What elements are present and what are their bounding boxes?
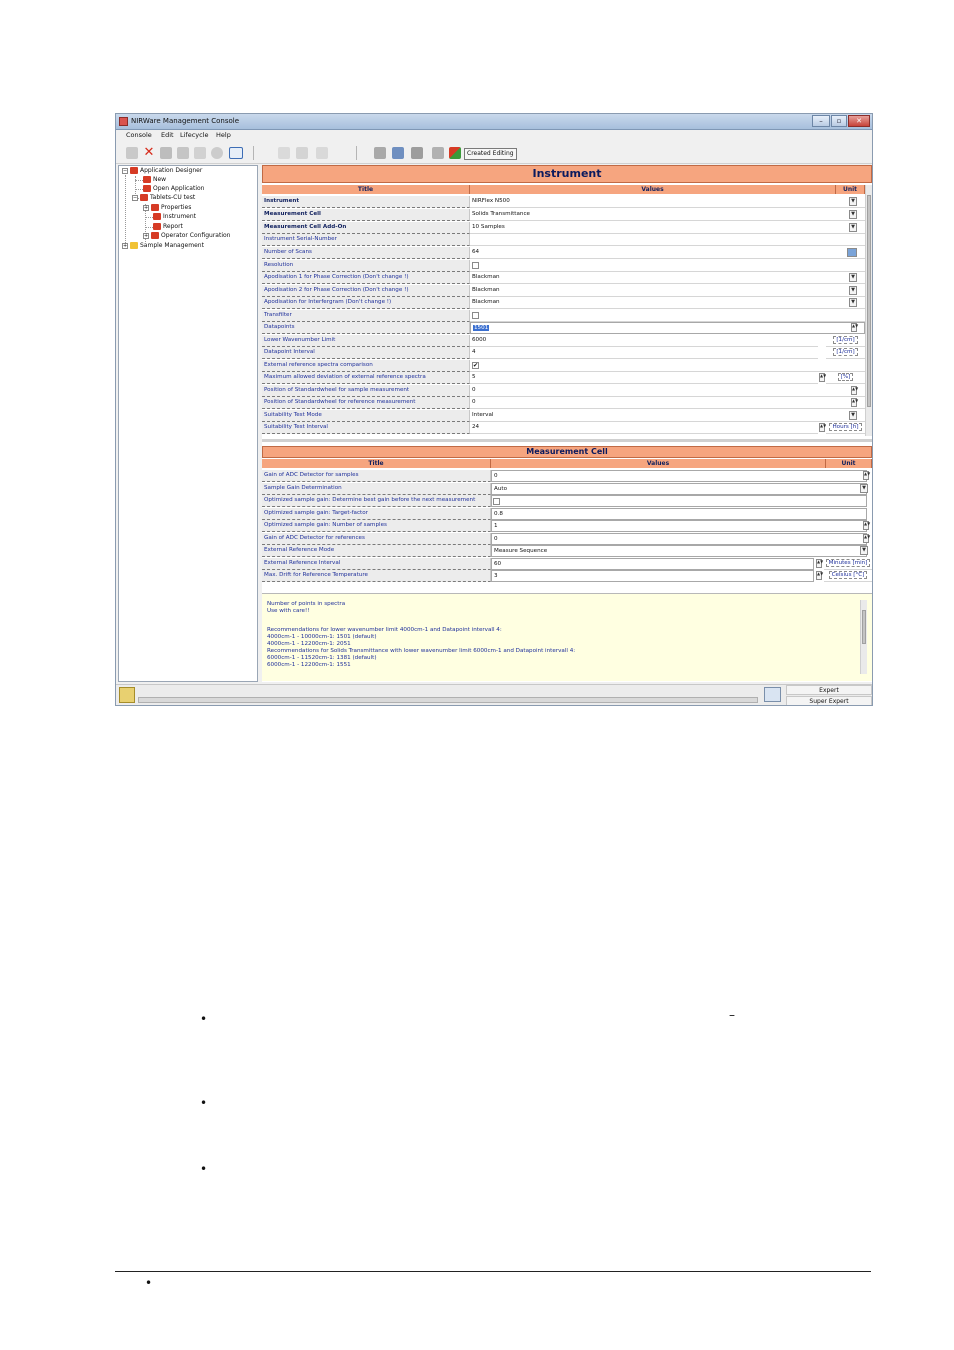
property-title: Measurement Cell — [262, 209, 470, 221]
property-value-text: NIRFlex N500 — [472, 198, 510, 204]
property-value[interactable] — [470, 234, 865, 246]
property-value-text: 6000 — [472, 337, 487, 343]
tree-item-new[interactable]: New — [143, 176, 166, 184]
menu-edit[interactable]: Edit — [161, 131, 174, 139]
property-value-text: Blackman — [472, 274, 500, 280]
property-title: Gain of ADC Detector for samples — [262, 470, 491, 482]
expand-icon[interactable]: + — [123, 242, 128, 249]
unit-label: Celsius [°C] — [829, 571, 868, 579]
property-title: Suitability Test Interval — [262, 422, 470, 434]
property-value[interactable] — [470, 410, 865, 422]
property-title: Datapoints — [262, 322, 470, 334]
back-icon[interactable] — [126, 147, 138, 159]
user-logo-icon — [119, 687, 135, 703]
property-value[interactable] — [470, 372, 818, 384]
description-scrollbar[interactable] — [860, 600, 867, 674]
property-unit — [826, 335, 865, 347]
property-value-text: Solids Transmittance — [472, 211, 530, 217]
property-unit — [826, 422, 865, 434]
property-value[interactable] — [491, 545, 867, 557]
status-bar — [116, 684, 872, 706]
unit-label: [%] — [838, 373, 854, 381]
box-icon[interactable] — [411, 147, 423, 159]
measurement-row — [262, 570, 872, 582]
dropdown-arrow-icon[interactable]: ▼ — [849, 286, 857, 295]
description-line: 6000cm-1 - 11520cm-1: 1381 (default) — [267, 655, 377, 661]
property-value[interactable] — [491, 570, 814, 582]
property-value[interactable] — [491, 495, 867, 507]
print-icon[interactable] — [194, 147, 206, 159]
puzzle-icon — [153, 213, 161, 220]
puzzle-icon — [151, 204, 159, 211]
property-value-text: Auto — [494, 486, 507, 492]
puzzle-icon — [153, 223, 161, 230]
property-title: External Reference Mode — [262, 545, 491, 557]
property-value-text: 1501 — [474, 325, 489, 331]
title-bar — [116, 114, 872, 130]
property-value-text: Blackman — [472, 287, 500, 293]
spinner-icon[interactable]: ▲▼ — [816, 571, 822, 580]
instrument-row — [262, 272, 865, 284]
property-title: Apodisation for Interfergram (Don't change !) — [262, 297, 470, 309]
collapse-icon[interactable]: − — [133, 194, 138, 201]
instrument-row — [262, 422, 865, 434]
footer-bullet: • — [145, 1276, 153, 1290]
property-value-text: 1 — [494, 523, 498, 529]
instrument-row — [262, 234, 865, 246]
toolbar — [116, 143, 872, 164]
status-progress-bar — [138, 697, 758, 703]
menu-lifecycle[interactable]: Lifecycle — [180, 131, 209, 139]
measurement-col-title: Title — [262, 459, 491, 468]
property-title: Instrument — [262, 196, 470, 208]
navigation-tree — [118, 165, 258, 682]
instrument-row — [262, 260, 865, 272]
user-level-icon — [764, 687, 781, 702]
maximize-button[interactable]: ▫ — [831, 115, 847, 127]
measurement-row — [262, 520, 872, 532]
property-value[interactable] — [470, 260, 865, 272]
puzzle-icon — [130, 167, 138, 174]
unit-label: [1/cm] — [833, 336, 857, 344]
property-title: External Reference Interval — [262, 558, 491, 570]
folder-icon — [130, 242, 138, 249]
window-title: NIRWare Management Console — [131, 117, 240, 125]
property-value[interactable] — [470, 385, 865, 397]
property-title: Sample Gain Determination — [262, 483, 491, 495]
spinner-icon[interactable]: ▲▼ — [851, 323, 857, 332]
property-value-text: 4 — [472, 349, 476, 355]
dropdown-arrow-icon[interactable]: ▼ — [849, 197, 857, 206]
measurement-col-values: Values — [491, 459, 826, 468]
property-value-text: 10 Samples — [472, 224, 505, 230]
property-value-text: 24 — [472, 424, 480, 430]
description-line: Use with care!! — [267, 608, 310, 614]
property-value-text: 60 — [494, 561, 502, 567]
property-value-text: 0.8 — [494, 511, 503, 517]
property-unit — [826, 372, 865, 384]
dropdown-arrow-icon[interactable]: ▼ — [849, 223, 857, 232]
property-checkbox[interactable] — [472, 262, 479, 269]
measurement-row — [262, 470, 872, 482]
property-value[interactable] — [491, 470, 867, 482]
instrument-row — [262, 335, 865, 347]
description-line: 6000cm-1 - 12200cm-1: 1551 — [267, 662, 351, 668]
property-value[interactable] — [470, 272, 865, 284]
dropdown-arrow-icon[interactable]: ▼ — [860, 484, 868, 493]
property-title: Transfilter — [262, 310, 470, 322]
puzzle-icon — [151, 232, 159, 239]
property-title: External reference spectra comparison — [262, 360, 470, 372]
collapse-icon[interactable]: − — [123, 167, 128, 174]
properties-panel — [262, 165, 872, 682]
tree-item-application-designer[interactable]: − Application Designer — [123, 167, 203, 174]
bullet-2: • — [200, 1096, 208, 1110]
property-value[interactable] — [491, 483, 867, 495]
refresh-icon[interactable] — [211, 147, 223, 159]
instrument-row — [262, 196, 865, 208]
menu-console[interactable]: Console — [126, 131, 152, 139]
view-icon[interactable] — [229, 147, 243, 159]
property-title: Maximum allowed deviation of external reference spectra — [262, 372, 470, 384]
property-value[interactable] — [491, 508, 867, 520]
unit-label: Minutes [min] — [826, 559, 871, 567]
tree-item-operator-configuration[interactable]: + Operator Configuration — [144, 232, 231, 239]
tree-item-sample-management[interactable]: + Sample Management — [123, 242, 204, 249]
property-value-text: 0 — [472, 399, 476, 405]
description-line: 4000cm-1 - 12200cm-1: 2051 — [267, 641, 351, 647]
copy-icon[interactable] — [296, 147, 308, 159]
tree-item-instrument[interactable]: Instrument — [153, 213, 196, 221]
property-title: Gain of ADC Detector for references — [262, 533, 491, 545]
scroll-thumb[interactable] — [867, 195, 871, 407]
check-icon[interactable] — [449, 147, 461, 159]
property-value[interactable] — [470, 209, 865, 221]
measurement-row — [262, 483, 872, 495]
list-icon[interactable] — [432, 147, 444, 159]
property-value[interactable] — [470, 347, 818, 359]
shield-icon[interactable] — [374, 147, 386, 159]
instrument-section-header: Instrument — [262, 165, 872, 183]
property-value[interactable] — [470, 297, 865, 309]
property-value[interactable] — [470, 247, 865, 259]
instrument-row — [262, 297, 865, 309]
property-unit — [824, 570, 872, 582]
tree-item-open-application[interactable]: Open Application — [143, 185, 204, 193]
property-checkbox[interactable] — [493, 498, 500, 505]
measurement-row — [262, 533, 872, 545]
property-title: Optimized sample gain: Determine best gain before the next measurement — [262, 495, 491, 507]
measurement-row — [262, 558, 872, 570]
instrument-row — [262, 347, 865, 359]
measurement-row — [262, 495, 872, 507]
measurement-row — [262, 508, 872, 520]
instrument-row — [262, 397, 865, 409]
spinner-icon[interactable]: ▲▼ — [819, 373, 825, 382]
instrument-row — [262, 222, 865, 234]
app-icon — [119, 117, 128, 126]
description-line: Recommendations for Solids Transmittance with lower wavenumber limit 6000cm-1 and Datapoint intervall 4: — [267, 648, 576, 654]
scroll-thumb[interactable] — [862, 610, 866, 644]
tree-item-report[interactable]: Report — [153, 223, 183, 231]
property-title: Number of Scans — [262, 247, 470, 259]
property-unit — [824, 558, 872, 570]
save-icon[interactable] — [160, 147, 172, 159]
property-value-text: Blackman — [472, 299, 500, 305]
property-value[interactable] — [470, 335, 818, 347]
dash: – — [729, 1008, 735, 1022]
measurement-row — [262, 545, 872, 557]
management-console-window — [115, 113, 873, 706]
puzzle-icon — [143, 185, 151, 192]
bullet-3: • — [200, 1162, 208, 1176]
property-value-text: 0 — [472, 387, 476, 393]
property-value[interactable] — [491, 558, 814, 570]
toolbar-separator — [253, 146, 254, 160]
spinner-icon[interactable]: ▲▼ — [863, 471, 869, 480]
property-title: Resolution — [262, 260, 470, 272]
created-editing-status: Created Editing — [464, 148, 517, 160]
property-value[interactable] — [470, 322, 865, 334]
spinner-icon[interactable]: ▲▼ — [816, 559, 822, 568]
property-value[interactable] — [470, 196, 865, 208]
property-title: Apodisation 1 for Phase Correction (Don't change !) — [262, 272, 470, 284]
edit-scans-icon[interactable] — [847, 248, 857, 257]
bullet-1: • — [200, 1012, 208, 1026]
property-checkbox[interactable] — [472, 312, 479, 319]
unit-label: Hours [h] — [829, 423, 861, 431]
property-value[interactable] — [491, 520, 867, 532]
minimize-button[interactable]: – — [812, 115, 830, 127]
measurement-col-unit: Unit — [826, 459, 872, 468]
save-all-icon[interactable] — [177, 147, 189, 159]
property-value[interactable] — [470, 397, 865, 409]
instrument-row — [262, 247, 865, 259]
tree-item-tablets-cu-test[interactable]: − Tablets-CU test — [133, 194, 196, 201]
paste-icon[interactable] — [316, 147, 328, 159]
description-pane — [262, 593, 872, 681]
footer-rule — [115, 1271, 871, 1272]
dropdown-arrow-icon[interactable]: ▼ — [849, 210, 857, 219]
property-title: Position of Standardwheel for reference measurement — [262, 397, 470, 409]
property-value[interactable] — [470, 285, 865, 297]
property-title: Lower Wavenumber Limit — [262, 335, 470, 347]
property-title: Max. Drift for Reference Temperature — [262, 570, 491, 582]
property-title: Position of Standardwheel for sample measurement — [262, 385, 470, 397]
property-title: Instrument Serial-Number — [262, 234, 470, 246]
property-value-text: Measure Sequence — [494, 548, 548, 554]
splitter[interactable] — [262, 439, 872, 442]
tree-item-properties[interactable]: + Properties — [144, 204, 192, 211]
property-title: Optimized sample gain: Target-factor — [262, 508, 491, 520]
instrument-row — [262, 322, 865, 334]
description-line: Recommendations for lower wavenumber limit 4000cm-1 and Datapoint intervall 4: — [267, 627, 502, 633]
spinner-icon[interactable]: ▲▼ — [819, 423, 825, 432]
delete-icon[interactable]: ✕ — [143, 145, 155, 160]
property-value-text: 5 — [472, 374, 476, 380]
property-value-text: 64 — [472, 249, 480, 255]
instrument-row — [262, 209, 865, 221]
property-value[interactable] — [470, 310, 865, 322]
property-value[interactable] — [491, 533, 867, 545]
property-title: Measurement Cell Add-On — [262, 222, 470, 234]
spinner-icon[interactable]: ▲▼ — [851, 398, 857, 407]
property-value-text: 0 — [494, 473, 498, 479]
dropdown-arrow-icon[interactable]: ▼ — [849, 273, 857, 282]
menu-help[interactable]: Help — [216, 131, 231, 139]
instrument-row — [262, 410, 865, 422]
instrument-col-unit: Unit — [836, 185, 865, 194]
instrument-col-title: Title — [262, 185, 470, 194]
property-value-text: 0 — [494, 536, 498, 542]
menu-bar — [116, 130, 872, 141]
document-icon[interactable] — [392, 147, 404, 159]
dropdown-arrow-icon[interactable]: ▼ — [849, 411, 857, 420]
puzzle-icon — [140, 194, 148, 201]
property-title: Optimized sample gain: Number of samples — [262, 520, 491, 532]
close-button[interactable]: ✕ — [848, 115, 870, 127]
instrument-row — [262, 385, 865, 397]
instrument-row — [262, 372, 865, 384]
property-checkbox[interactable]: ✔ — [473, 362, 479, 369]
spinner-icon[interactable]: ▲▼ — [863, 534, 869, 543]
unit-label: [1/cm] — [833, 348, 857, 356]
property-value-text: 3 — [494, 573, 498, 579]
property-value[interactable] — [470, 422, 818, 434]
instrument-row — [262, 310, 865, 322]
property-unit — [826, 347, 865, 359]
property-title: Datapoint Interval — [262, 347, 470, 359]
property-value[interactable] — [470, 360, 865, 372]
cut-icon[interactable] — [278, 147, 290, 159]
property-value-text: Interval — [472, 412, 494, 418]
spinner-icon[interactable]: ▲▼ — [851, 386, 857, 395]
instrument-row — [262, 360, 865, 372]
property-title: Apodisation 2 for Phase Correction (Don't change !) — [262, 285, 470, 297]
expand-icon[interactable]: + — [144, 232, 149, 239]
dropdown-arrow-icon[interactable]: ▼ — [849, 298, 857, 307]
toolbar-separator — [356, 146, 357, 160]
puzzle-icon — [143, 176, 151, 183]
spinner-icon[interactable]: ▲▼ — [863, 521, 869, 530]
description-line: 4000cm-1 - 10000cm-1: 1501 (default) — [267, 634, 377, 640]
expand-icon[interactable]: + — [144, 204, 149, 211]
dropdown-arrow-icon[interactable]: ▼ — [860, 546, 868, 555]
property-title: Suitability Test Mode — [262, 410, 470, 422]
description-line: Number of points in spectra — [267, 601, 346, 607]
super-expert-button[interactable]: Super Expert — [786, 696, 872, 706]
expert-button[interactable]: Expert — [786, 685, 872, 695]
measurement-cell-section-header: Measurement Cell — [262, 446, 872, 458]
instrument-col-values: Values — [470, 185, 836, 194]
instrument-row — [262, 285, 865, 297]
instrument-scrollbar[interactable] — [865, 185, 872, 436]
property-value[interactable] — [470, 222, 865, 234]
